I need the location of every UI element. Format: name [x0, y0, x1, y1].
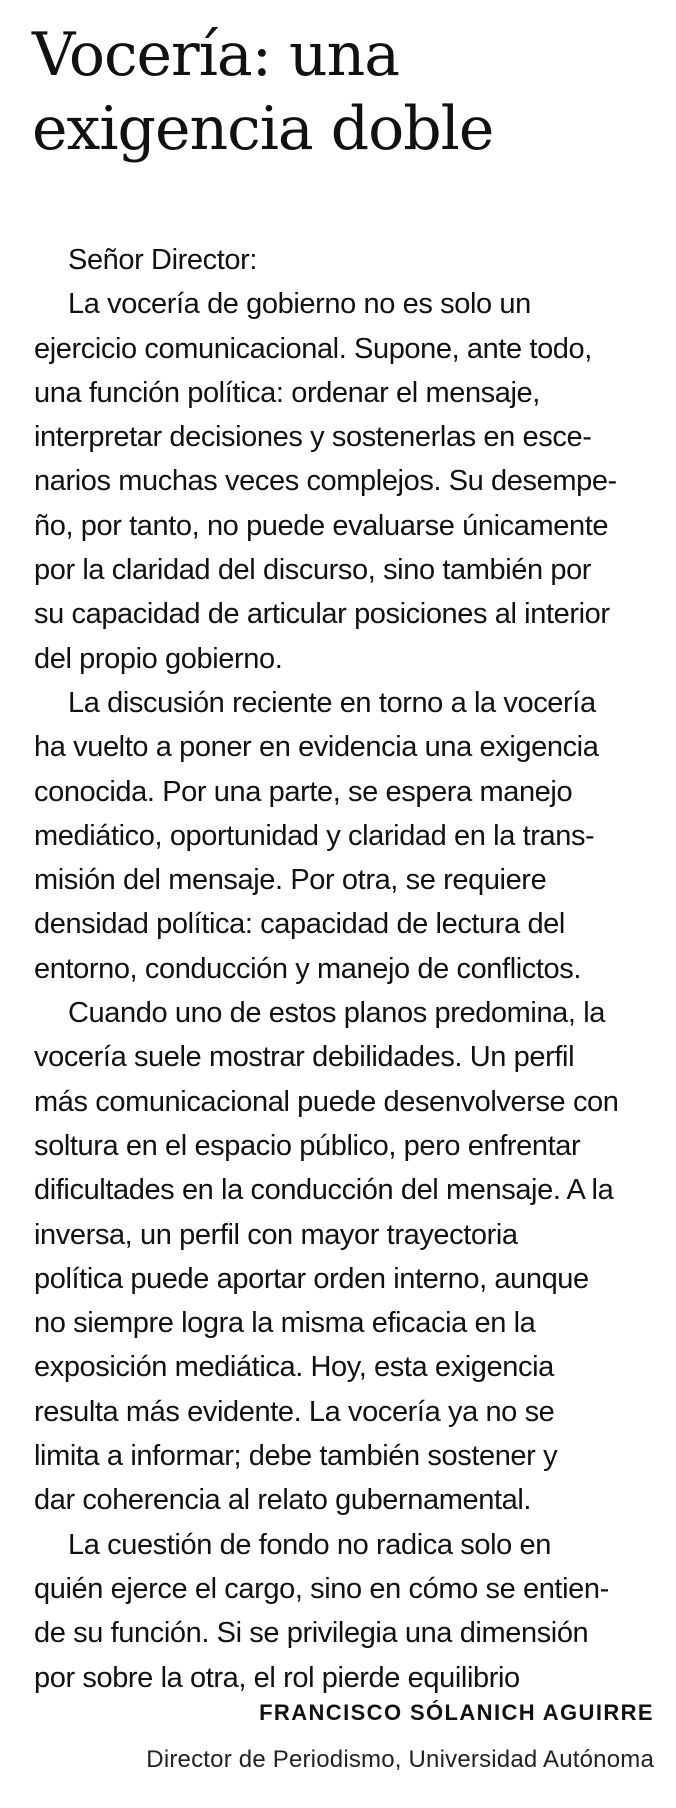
body-line: La discusión reciente en torno a la vocería — [68, 686, 596, 719]
body-line: Cuando uno de estos planos predomina, la — [68, 997, 605, 1030]
body-line: su capacidad de articular posiciones al interior — [34, 598, 610, 631]
body-line: limita a informar; debe también sostener y — [34, 1440, 558, 1473]
headline — [32, 18, 652, 166]
body-line: ejercicio comunicacional. Supone, ante todo, — [34, 332, 592, 365]
body-line: conocida. Por una parte, se espera manejo — [34, 775, 573, 808]
body-line: interpretar decisiones y sostenerlas en esce- — [34, 421, 592, 454]
body-line: por la claridad del discurso, sino también por — [34, 554, 592, 587]
body-line: La cuestión de fondo no radica solo en — [68, 1528, 551, 1561]
body-line: densidad política: capacidad de lectura del — [34, 908, 565, 941]
body-line: una función política: ordenar el mensaje, — [34, 376, 540, 409]
body-line: Señor Director: — [68, 244, 258, 276]
body-line: no siempre logra la misma eficacia en la — [34, 1307, 536, 1340]
author-affiliation: Director de Periodismo, Universidad Autónoma — [146, 1746, 654, 1773]
body-line: ño, por tanto, no puede evaluarse únicamente — [34, 509, 609, 542]
body-line: dar coherencia al relato gubernamental. — [34, 1484, 532, 1517]
body-line: inversa, un perfil con mayor trayectoria — [34, 1218, 518, 1251]
body-line: resulta más evidente. La vocería ya no se — [34, 1395, 555, 1428]
body-line: soltura en el espacio público, pero enfrentar — [34, 1129, 581, 1162]
body-line: exposición mediática. Hoy, esta exigencia — [34, 1351, 554, 1384]
body-line: misión del mensaje. Por otra, se requiere — [34, 864, 547, 897]
body-line: política puede aportar orden interno, aunque — [34, 1262, 589, 1295]
body-line: La vocería de gobierno no es solo un — [68, 288, 531, 321]
body-line: quién ejerce el cargo, sino en cómo se entien- — [34, 1572, 609, 1605]
body-line: del propio gobierno. — [34, 642, 283, 675]
body-line: dificultades en la conducción del mensaje. A la — [34, 1174, 614, 1207]
body-line: ha vuelto a poner en evidencia una exigencia — [34, 731, 599, 764]
body-line: por sobre la otra, el rol pierde equilibrio — [34, 1661, 520, 1694]
body-line: más comunicacional puede desenvolverse con — [34, 1085, 619, 1118]
letter-body — [34, 238, 654, 1700]
headline-line-1: Vocería: una — [32, 20, 400, 90]
body-line: vocería suele mostrar debilidades. Un perfil — [34, 1041, 575, 1074]
body-line: mediático, oportunidad y claridad en la trans- — [34, 819, 595, 852]
headline-line-2: exigencia doble — [32, 94, 494, 164]
body-line: entorno, conducción y manejo de conflictos. — [34, 952, 582, 985]
body-line: narios muchas veces complejos. Su desempe- — [34, 465, 617, 498]
body-line: de su función. Si se privilegia una dimensión — [34, 1617, 589, 1650]
author-name: FRANCISCO SÓLANICH AGUIRRE — [259, 1700, 654, 1725]
